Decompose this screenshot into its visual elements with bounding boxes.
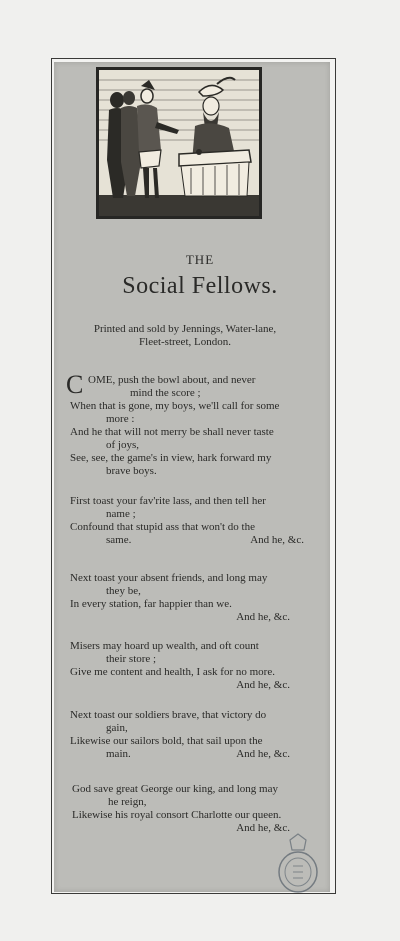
- library-stamp-icon: [276, 832, 320, 894]
- verse-line: Next toast our soldiers brave, that victory do: [70, 709, 267, 721]
- verse-line: OME, push the bowl about, and never: [88, 374, 256, 386]
- pre-title: THE: [185, 252, 215, 267]
- verse-line: God save great George our king, and long may: [72, 783, 278, 795]
- verse-line: When that is gone, my boys, we'll call for some: [70, 400, 280, 412]
- verse-line: mind the score ;: [130, 387, 201, 399]
- verse-line: brave boys.: [106, 465, 157, 477]
- verse-line: name ;: [106, 508, 136, 520]
- imprint-line: Printed and sold by Jennings, Water-lane,: [93, 323, 277, 335]
- verse-line: Likewise our sailors bold, that sail upon the: [70, 735, 263, 747]
- verse-line: their store ;: [106, 653, 157, 665]
- refrain: And he, &c.: [236, 748, 290, 760]
- broadside-title: Social Fellows.: [122, 273, 278, 299]
- refrain: And he, &c.: [236, 611, 290, 623]
- verse-line: First toast your fav'rite lass, and then tell her: [70, 495, 266, 507]
- verse-line: In every station, far happier than we.: [70, 598, 232, 610]
- refrain: And he, &c.: [236, 822, 290, 834]
- verse-line: Give me content and health, I ask for no more.: [70, 666, 275, 678]
- verse-line: See, see, the game's in view, hark forward my: [70, 452, 272, 464]
- verse-line: he reign,: [108, 796, 147, 808]
- verse-line: main.: [106, 748, 131, 760]
- drop-cap: C: [66, 370, 84, 399]
- verse-line: Confound that stupid ass that won't do the: [70, 521, 255, 533]
- verse-line: And he that will not merry be shall never taste: [70, 426, 274, 438]
- imprint-line: Fleet-street, London.: [139, 336, 231, 348]
- verse-line: more :: [106, 413, 135, 425]
- verse-line: Misers may hoard up wealth, and oft count: [70, 640, 259, 652]
- verse-line: of joys,: [106, 439, 139, 451]
- verse-line: same.: [106, 534, 132, 546]
- verse-line: Next toast your absent friends, and long may: [70, 572, 268, 584]
- verse-line: gain,: [106, 722, 128, 734]
- woodcut-illustration: [96, 67, 262, 219]
- refrain: And he, &c.: [250, 534, 304, 546]
- verse-line: Likewise his royal consort Charlotte our queen.: [72, 809, 282, 821]
- refrain: And he, &c.: [236, 679, 290, 691]
- verse-line: they be,: [106, 585, 141, 597]
